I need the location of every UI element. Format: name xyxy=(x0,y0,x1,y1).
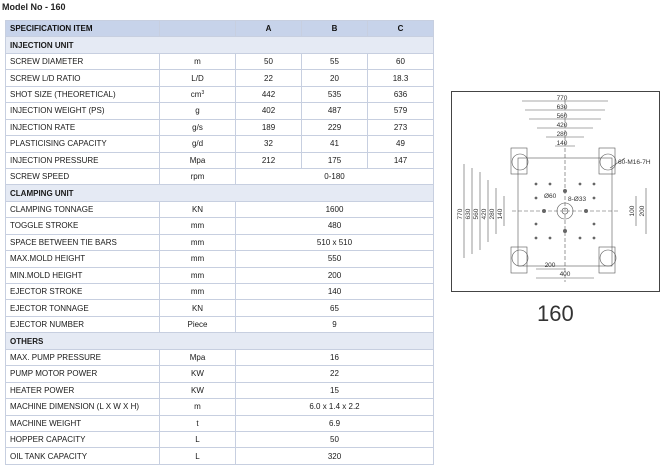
specification-table xyxy=(5,20,434,465)
dim-label-top: 560 xyxy=(556,113,568,120)
table-row xyxy=(6,152,434,168)
row-value-b: 41 xyxy=(302,136,368,152)
table-row xyxy=(6,86,434,102)
row-value-b: 229 xyxy=(302,119,368,135)
row-label: EJECTOR STROKE xyxy=(6,284,160,300)
row-label: OIL TANK CAPACITY xyxy=(6,448,160,464)
row-value-b: 535 xyxy=(302,86,368,102)
table-row xyxy=(6,251,434,267)
row-value-c: 273 xyxy=(368,119,434,135)
table-header-row xyxy=(6,21,434,37)
dim-label-right: 100 xyxy=(629,205,636,217)
table-row xyxy=(6,119,434,135)
row-label: TOGGLE STROKE xyxy=(6,218,160,234)
row-unit: m xyxy=(160,53,236,69)
row-unit: L/D xyxy=(160,70,236,86)
row-value-all: 22 xyxy=(236,366,434,382)
row-label: INJECTION RATE xyxy=(6,119,160,135)
section-header-row xyxy=(6,37,434,53)
table-row xyxy=(6,300,434,316)
row-label: SCREW DIAMETER xyxy=(6,53,160,69)
section-header-row xyxy=(6,185,434,201)
row-value-b: 487 xyxy=(302,103,368,119)
row-unit: mm xyxy=(160,218,236,234)
tie-bar-hole xyxy=(512,250,528,266)
table-row xyxy=(6,399,434,415)
row-value-all: 65 xyxy=(236,300,434,316)
row-value-all: 550 xyxy=(236,251,434,267)
row-unit: KN xyxy=(160,300,236,316)
row-unit: L xyxy=(160,431,236,447)
table-row xyxy=(6,218,434,234)
column-header-item: SPECIFICATION ITEM xyxy=(6,21,160,37)
row-value-all: 16 xyxy=(236,349,434,365)
dim-label-top: 770 xyxy=(556,95,568,102)
table-row xyxy=(6,284,434,300)
row-value-all: 6.9 xyxy=(236,415,434,431)
table-row xyxy=(6,366,434,382)
row-value-all: 50 xyxy=(236,431,434,447)
row-value-all: 510 x 510 xyxy=(236,234,434,250)
row-value-all: 6.0 x 1.4 x 2.2 xyxy=(236,399,434,415)
table-row xyxy=(6,103,434,119)
row-value-c: 49 xyxy=(368,136,434,152)
dim-label-left: 140 xyxy=(497,208,504,220)
row-label: HOPPER CAPACITY xyxy=(6,431,160,447)
row-value-all: 0-180 xyxy=(236,168,434,184)
row-value-a: 212 xyxy=(236,152,302,168)
platen-ear-bottom-left xyxy=(511,247,527,273)
row-value-b: 55 xyxy=(302,53,368,69)
table-row xyxy=(6,267,434,283)
row-value-a: 402 xyxy=(236,103,302,119)
row-label: SPACE BETWEEN TIE BARS xyxy=(6,234,160,250)
table-row xyxy=(6,234,434,250)
dim-label-bottom: 200 xyxy=(544,262,556,269)
dim-label-top: 420 xyxy=(556,122,568,129)
row-value-a: 32 xyxy=(236,136,302,152)
dim-label-left: 280 xyxy=(489,208,496,220)
row-unit: g/s xyxy=(160,119,236,135)
row-unit: KW xyxy=(160,366,236,382)
row-unit: KW xyxy=(160,382,236,398)
row-unit: Piece xyxy=(160,316,236,332)
table-row xyxy=(6,415,434,431)
row-label: CLAMPING TONNAGE xyxy=(6,201,160,217)
row-label: SCREW SPEED xyxy=(6,168,160,184)
model-number-label: 160 xyxy=(537,301,574,326)
table-row xyxy=(6,70,434,86)
row-value-b: 175 xyxy=(302,152,368,168)
row-label: SHOT SIZE (THEORETICAL) xyxy=(6,86,160,102)
row-unit: mm xyxy=(160,284,236,300)
table-row xyxy=(6,431,434,447)
table-row xyxy=(6,136,434,152)
dim-label-top: 630 xyxy=(556,104,568,111)
table-body xyxy=(6,37,434,464)
row-label: EJECTOR NUMBER xyxy=(6,316,160,332)
table-row xyxy=(6,201,434,217)
row-unit: mm xyxy=(160,267,236,283)
row-label: PLASTICISING CAPACITY xyxy=(6,136,160,152)
row-value-all: 320 xyxy=(236,448,434,464)
row-value-all: 9 xyxy=(236,316,434,332)
row-label: MIN.MOLD HEIGHT xyxy=(6,267,160,283)
row-value-all: 140 xyxy=(236,284,434,300)
table-row xyxy=(6,382,434,398)
row-unit: KN xyxy=(160,201,236,217)
row-value-c: 18.3 xyxy=(368,70,434,86)
row-unit: mm xyxy=(160,251,236,267)
row-label: HEATER POWER xyxy=(6,382,160,398)
row-label: INJECTION PRESSURE xyxy=(6,152,160,168)
section-title: CLAMPING UNIT xyxy=(6,185,434,201)
row-value-a: 189 xyxy=(236,119,302,135)
row-unit: $cm^3$ xyxy=(160,86,236,102)
row-label: MAX.MOLD HEIGHT xyxy=(6,251,160,267)
column-header-b: B xyxy=(302,21,368,37)
row-unit: g/d xyxy=(160,136,236,152)
row-label: SCREW L/D RATIO xyxy=(6,70,160,86)
platen-drawing-svg xyxy=(452,92,659,291)
dim-label-left: 420 xyxy=(481,208,488,220)
platen-ear-bottom-right xyxy=(599,247,615,273)
row-unit: t xyxy=(160,415,236,431)
tie-bar-hole xyxy=(600,250,616,266)
table-row xyxy=(6,316,434,332)
hole-label: 8-Ø33 xyxy=(568,196,587,203)
tie-bar-hole xyxy=(600,154,616,170)
table-row xyxy=(6,53,434,69)
platen-drawing xyxy=(451,91,660,292)
row-label: MAX. PUMP PRESSURE xyxy=(6,349,160,365)
row-unit: Mpa xyxy=(160,152,236,168)
row-value-c: 636 xyxy=(368,86,434,102)
page-title: Model No - 160 xyxy=(2,2,66,12)
dim-label-top: 140 xyxy=(556,140,568,147)
row-value-c: 147 xyxy=(368,152,434,168)
column-header-c: C xyxy=(368,21,434,37)
row-value-a: 22 xyxy=(236,70,302,86)
row-label: INJECTION WEIGHT (PS) xyxy=(6,103,160,119)
row-value-c: 60 xyxy=(368,53,434,69)
row-label: PUMP MOTOR POWER xyxy=(6,366,160,382)
dim-label-left: 560 xyxy=(473,208,480,220)
row-label: MACHINE WEIGHT xyxy=(6,415,160,431)
dim-label-bottom: 400 xyxy=(559,271,571,278)
tie-bar-hole xyxy=(512,154,528,170)
row-unit: L xyxy=(160,448,236,464)
row-value-a: 442 xyxy=(236,86,302,102)
table-row xyxy=(6,168,434,184)
row-label: MACHINE DIMENSION (L X W X H) xyxy=(6,399,160,415)
section-title: OTHERS xyxy=(6,333,434,349)
row-value-a: 50 xyxy=(236,53,302,69)
row-value-c: 579 xyxy=(368,103,434,119)
row-unit: m xyxy=(160,399,236,415)
column-header-unit xyxy=(160,21,236,37)
row-value-all: 200 xyxy=(236,267,434,283)
dim-label-top: 280 xyxy=(556,131,568,138)
bolt-label: 60-M16-7H xyxy=(618,159,651,166)
column-header-a: A xyxy=(236,21,302,37)
row-value-all: 15 xyxy=(236,382,434,398)
row-unit: g xyxy=(160,103,236,119)
row-value-all: 480 xyxy=(236,218,434,234)
section-title: INJECTION UNIT xyxy=(6,37,434,53)
table-row xyxy=(6,448,434,464)
dim-label-right: 200 xyxy=(639,205,646,217)
row-value-all: 1600 xyxy=(236,201,434,217)
row-unit: Mpa xyxy=(160,349,236,365)
table-row xyxy=(6,349,434,365)
diameter-label: Ø60 xyxy=(544,193,557,200)
dim-label-left: 770 xyxy=(457,208,464,220)
row-unit: mm xyxy=(160,234,236,250)
row-value-b: 20 xyxy=(302,70,368,86)
row-unit: rpm xyxy=(160,168,236,184)
dim-label-left: 630 xyxy=(465,208,472,220)
section-header-row xyxy=(6,333,434,349)
row-label: EJECTOR TONNAGE xyxy=(6,300,160,316)
